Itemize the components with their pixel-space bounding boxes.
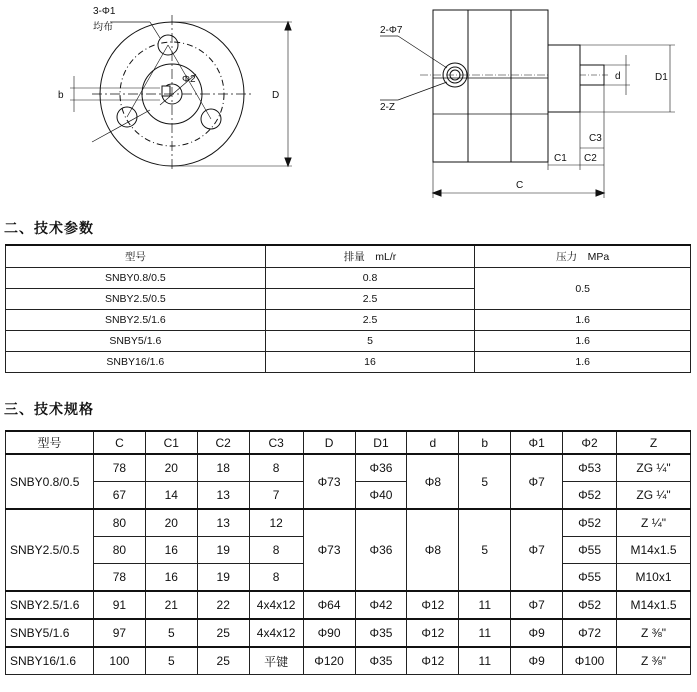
phi1-cell: Φ7 xyxy=(511,591,563,619)
C2-cell: 22 xyxy=(197,591,249,619)
phi2-cell: Φ52 xyxy=(563,482,617,510)
header-Z: Z xyxy=(617,431,691,454)
D-cell: Φ64 xyxy=(303,591,355,619)
displacement-cell: 16 xyxy=(265,352,475,373)
model-cell: SNBY2.5/1.6 xyxy=(6,591,94,619)
C1-cell: 5 xyxy=(145,647,197,675)
header-d: d xyxy=(407,431,459,454)
C2-cell: 19 xyxy=(197,537,249,564)
C1-cell: 16 xyxy=(145,564,197,592)
model-cell: SNBY5/1.6 xyxy=(6,619,94,647)
C1-cell: 21 xyxy=(145,591,197,619)
model-cell: SNBY16/1.6 xyxy=(6,352,266,373)
section3-title: 三、技术规格 xyxy=(4,402,94,418)
phi1-cell: Φ7 xyxy=(511,454,563,509)
Z-cell: M10x1 xyxy=(617,564,691,592)
C-cell: 67 xyxy=(93,482,145,510)
D-cell: Φ73 xyxy=(303,509,355,591)
header-D1: D1 xyxy=(355,431,407,454)
C2-cell: 25 xyxy=(197,647,249,675)
b-cell: 5 xyxy=(459,454,511,509)
header-b: b xyxy=(459,431,511,454)
C-label: C xyxy=(516,180,524,191)
params-header-pressure: 压力 MPa xyxy=(475,245,691,268)
Z-cell: Z ¼" xyxy=(617,509,691,537)
b-cell: 11 xyxy=(459,647,511,675)
C3-cell: 8 xyxy=(249,454,303,482)
D1-label: D1 xyxy=(655,72,668,83)
params-header-displacement: 排量 mL/r xyxy=(265,245,475,268)
C1-cell: 20 xyxy=(145,509,197,537)
D1-cell: Φ36 xyxy=(355,509,407,591)
table-row xyxy=(6,331,691,352)
C3-cell: 4x4x12 xyxy=(249,591,303,619)
header-phi2: Φ2 xyxy=(563,431,617,454)
C2-cell: 25 xyxy=(197,619,249,647)
phi2-cell: Φ55 xyxy=(563,564,617,592)
d-cell: Φ8 xyxy=(407,509,459,591)
C2-cell: 19 xyxy=(197,564,249,592)
section2-title: 二、技术参数 xyxy=(4,221,94,237)
displacement-cell: 2.5 xyxy=(265,310,475,331)
params-header-row xyxy=(6,245,691,268)
table-row xyxy=(6,619,691,647)
params-table xyxy=(5,244,691,373)
key-slot xyxy=(162,86,170,96)
C1-cell: 20 xyxy=(145,454,197,482)
technical-drawings xyxy=(0,0,697,215)
params-header-model: 型号 xyxy=(6,245,266,268)
model-cell: SNBY0.8/0.5 xyxy=(6,454,94,509)
table-row xyxy=(6,647,691,675)
header-D: D xyxy=(303,431,355,454)
C1-label: C1 xyxy=(554,153,567,164)
phi2-cell: Φ53 xyxy=(563,454,617,482)
phi2-cell: Φ55 xyxy=(563,537,617,564)
C-cell: 97 xyxy=(93,619,145,647)
d-cell: Φ8 xyxy=(407,454,459,509)
phi2-cell: Φ72 xyxy=(563,619,617,647)
header-phi1: Φ1 xyxy=(511,431,563,454)
phi1-cell: Φ7 xyxy=(511,509,563,591)
d-label: d xyxy=(615,71,621,82)
C3-cell: 8 xyxy=(249,537,303,564)
pump-flange xyxy=(548,45,580,112)
D1-cell: Φ36 xyxy=(355,454,407,482)
Z-cell: Z ⅜" xyxy=(617,619,691,647)
phi2-label: Φ2 xyxy=(182,74,196,85)
D-label: D xyxy=(272,90,280,101)
header-C1: C1 xyxy=(145,431,197,454)
D1-cell: Φ40 xyxy=(355,482,407,510)
model-cell: SNBY2.5/0.5 xyxy=(6,289,266,310)
pressure-cell: 1.6 xyxy=(475,331,691,352)
C2-cell: 18 xyxy=(197,454,249,482)
model-cell: SNBY5/1.6 xyxy=(6,331,266,352)
C1-cell: 16 xyxy=(145,537,197,564)
pressure-cell: 1.6 xyxy=(475,352,691,373)
D-cell: Φ120 xyxy=(303,647,355,675)
b-cell: 11 xyxy=(459,591,511,619)
b-cell: 5 xyxy=(459,509,511,591)
table-row xyxy=(6,352,691,373)
displacement-cell: 5 xyxy=(265,331,475,352)
D-cell: Φ73 xyxy=(303,454,355,509)
C-cell: 100 xyxy=(93,647,145,675)
d-cell: Φ12 xyxy=(407,619,459,647)
C3-cell: 7 xyxy=(249,482,303,510)
C-cell: 80 xyxy=(93,509,145,537)
Z-cell: M14x1.5 xyxy=(617,537,691,564)
table-row xyxy=(6,310,691,331)
D1-cell: Φ35 xyxy=(355,619,407,647)
holes-label: 3-Φ1 xyxy=(93,6,116,17)
D1-cell: Φ42 xyxy=(355,591,407,619)
table-row xyxy=(6,454,691,482)
pressure-cell: 1.6 xyxy=(475,310,691,331)
b-cell: 11 xyxy=(459,619,511,647)
holes-note-label: 均布 xyxy=(93,22,113,33)
table-row xyxy=(6,509,691,537)
phi1-cell: Φ9 xyxy=(511,619,563,647)
model-cell: SNBY16/1.6 xyxy=(6,647,94,675)
C1-cell: 5 xyxy=(145,619,197,647)
phi7-label: 2-Φ7 xyxy=(380,25,403,36)
C3-cell: 4x4x12 xyxy=(249,619,303,647)
C-cell: 78 xyxy=(93,564,145,592)
d-cell: Φ12 xyxy=(407,591,459,619)
model-cell: SNBY2.5/0.5 xyxy=(6,509,94,591)
model-cell: SNBY0.8/0.5 xyxy=(6,268,266,289)
C-cell: 78 xyxy=(93,454,145,482)
C-cell: 80 xyxy=(93,537,145,564)
header-model: 型号 xyxy=(6,431,94,454)
z-label: 2-Z xyxy=(380,102,395,113)
table-row xyxy=(6,268,691,289)
C2-label: C2 xyxy=(584,153,597,164)
C3-cell: 12 xyxy=(249,509,303,537)
Z-cell: Z ⅜" xyxy=(617,647,691,675)
model-cell: SNBY2.5/1.6 xyxy=(6,310,266,331)
pressure-cell: 0.5 xyxy=(475,268,691,310)
b-label: b xyxy=(58,90,64,101)
header-C2: C2 xyxy=(197,431,249,454)
phi1-cell: Φ9 xyxy=(511,647,563,675)
table-row xyxy=(6,591,691,619)
d-cell: Φ12 xyxy=(407,647,459,675)
header-C3: C3 xyxy=(249,431,303,454)
C2-cell: 13 xyxy=(197,509,249,537)
phi2-cell: Φ100 xyxy=(563,647,617,675)
Z-cell: M14x1.5 xyxy=(617,591,691,619)
phi2-cell: Φ52 xyxy=(563,509,617,537)
C3-cell: 8 xyxy=(249,564,303,592)
C3-label: C3 xyxy=(589,133,602,144)
C2-cell: 13 xyxy=(197,482,249,510)
displacement-cell: 0.8 xyxy=(265,268,475,289)
D1-cell: Φ35 xyxy=(355,647,407,675)
displacement-cell: 2.5 xyxy=(265,289,475,310)
C-cell: 91 xyxy=(93,591,145,619)
C1-cell: 14 xyxy=(145,482,197,510)
D-cell: Φ90 xyxy=(303,619,355,647)
spec-table xyxy=(5,430,691,675)
Z-cell: ZG ¼" xyxy=(617,454,691,482)
Z-cell: ZG ¼" xyxy=(617,482,691,510)
C3-cell: 平键 xyxy=(249,647,303,675)
phi2-cell: Φ52 xyxy=(563,591,617,619)
header-C: C xyxy=(93,431,145,454)
spec-header-row xyxy=(6,431,691,454)
